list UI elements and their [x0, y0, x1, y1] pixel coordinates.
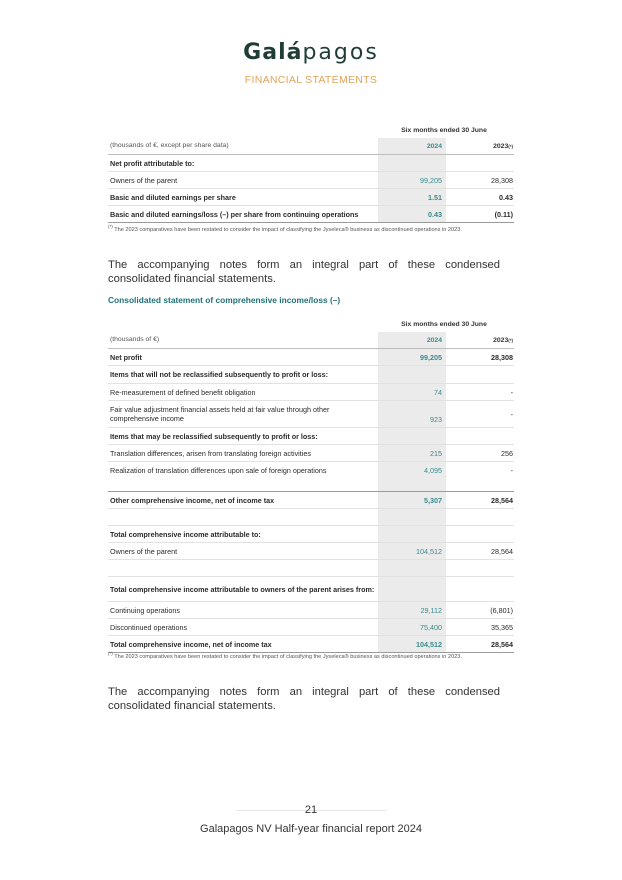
table-row: Continuing operations 29,112 (6,801) — [108, 602, 514, 619]
section-title: Consolidated statement of comprehensive income/loss (–) — [108, 295, 341, 305]
table-row: Re-measurement of defined benefit obligation 74 - — [108, 384, 514, 401]
table-row: Total comprehensive income, net of income tax 104,512 28,564 — [108, 636, 514, 653]
footer-report-title: Galapagos NV Half-year financial report 2024 — [200, 823, 422, 835]
table2-col-2023: 2023 (*) — [493, 336, 513, 344]
table-row: Fair value adjustment financial assets held at fair value through other comprehensive income 923 - — [108, 401, 514, 428]
table1-unit-label: (thousands of €, except per share data) — [110, 141, 229, 149]
section-header: FINANCIAL STATEMENTS — [244, 74, 378, 86]
table-row: Basic and diluted earnings/loss (–) per share from continuing operations 0.43 (0.11) — [108, 206, 514, 223]
table1-col-2024: 2024 — [378, 138, 446, 154]
table1 — [108, 138, 514, 223]
table2-footnote: (*) The 2023 comparatives have been restated to consider the impact of classifying the Jyseleca® business as discontinued operations in 2023. — [108, 651, 462, 660]
table-row: Net profit attributable to: — [108, 155, 514, 172]
notes-paragraph-1: The accompanying notes form an integral part of these condensed consolidated financial statements. — [108, 259, 500, 285]
table2-period-label: Six months ended 30 June — [401, 321, 487, 328]
table2-header-row — [108, 332, 514, 349]
table1-footnote: (*) The 2023 comparatives have been restated to consider the impact of classifying the Jyseleca® business as discontinued operations in 2023. — [108, 224, 462, 233]
table-row: Net profit 99,205 28,308 — [108, 349, 514, 366]
table-row: Realization of translation differences upon sale of foreign operations 4,095 - — [108, 462, 514, 478]
table2-unit-label: (thousands of €) — [110, 335, 160, 343]
table1-col-2023: 2023 (*) — [493, 142, 513, 150]
table-row: Discontinued operations 75,400 35,365 — [108, 619, 514, 636]
table-row: Items that will not be reclassified subsequently to profit or loss: — [108, 366, 514, 384]
table-row: Owners of the parent 99,205 28,308 — [108, 172, 514, 189]
table1-period-label: Six months ended 30 June — [401, 127, 487, 134]
table-row: Other comprehensive income, net of income tax 5,307 28,564 — [108, 492, 514, 509]
table2 — [108, 332, 514, 653]
table-row-spacer — [108, 560, 514, 577]
table2-col-2024: 2024 — [378, 332, 446, 348]
table-row-spacer — [108, 509, 514, 526]
company-logo — [0, 40, 622, 65]
table-row-spacer — [108, 478, 514, 492]
logo-bold-text: Galá — [243, 40, 303, 65]
page-number: 21 — [304, 804, 318, 816]
table1-header-row — [108, 138, 514, 155]
logo-light-text: pagos — [302, 40, 379, 65]
table-row: Items that may be reclassified subsequently to profit or loss: — [108, 428, 514, 445]
table-row: Total comprehensive income attributable to: — [108, 526, 514, 543]
table-row: Translation differences, arisen from translating foreign activities 215 256 — [108, 445, 514, 462]
table-row: Owners of the parent 104,512 28,564 — [108, 543, 514, 560]
table-row: Basic and diluted earnings per share 1.51 0.43 — [108, 189, 514, 206]
notes-paragraph-2: The accompanying notes form an integral part of these condensed consolidated financial statements. — [108, 686, 500, 712]
table-row: Total comprehensive income attributable to owners of the parent arises from: — [108, 577, 514, 602]
